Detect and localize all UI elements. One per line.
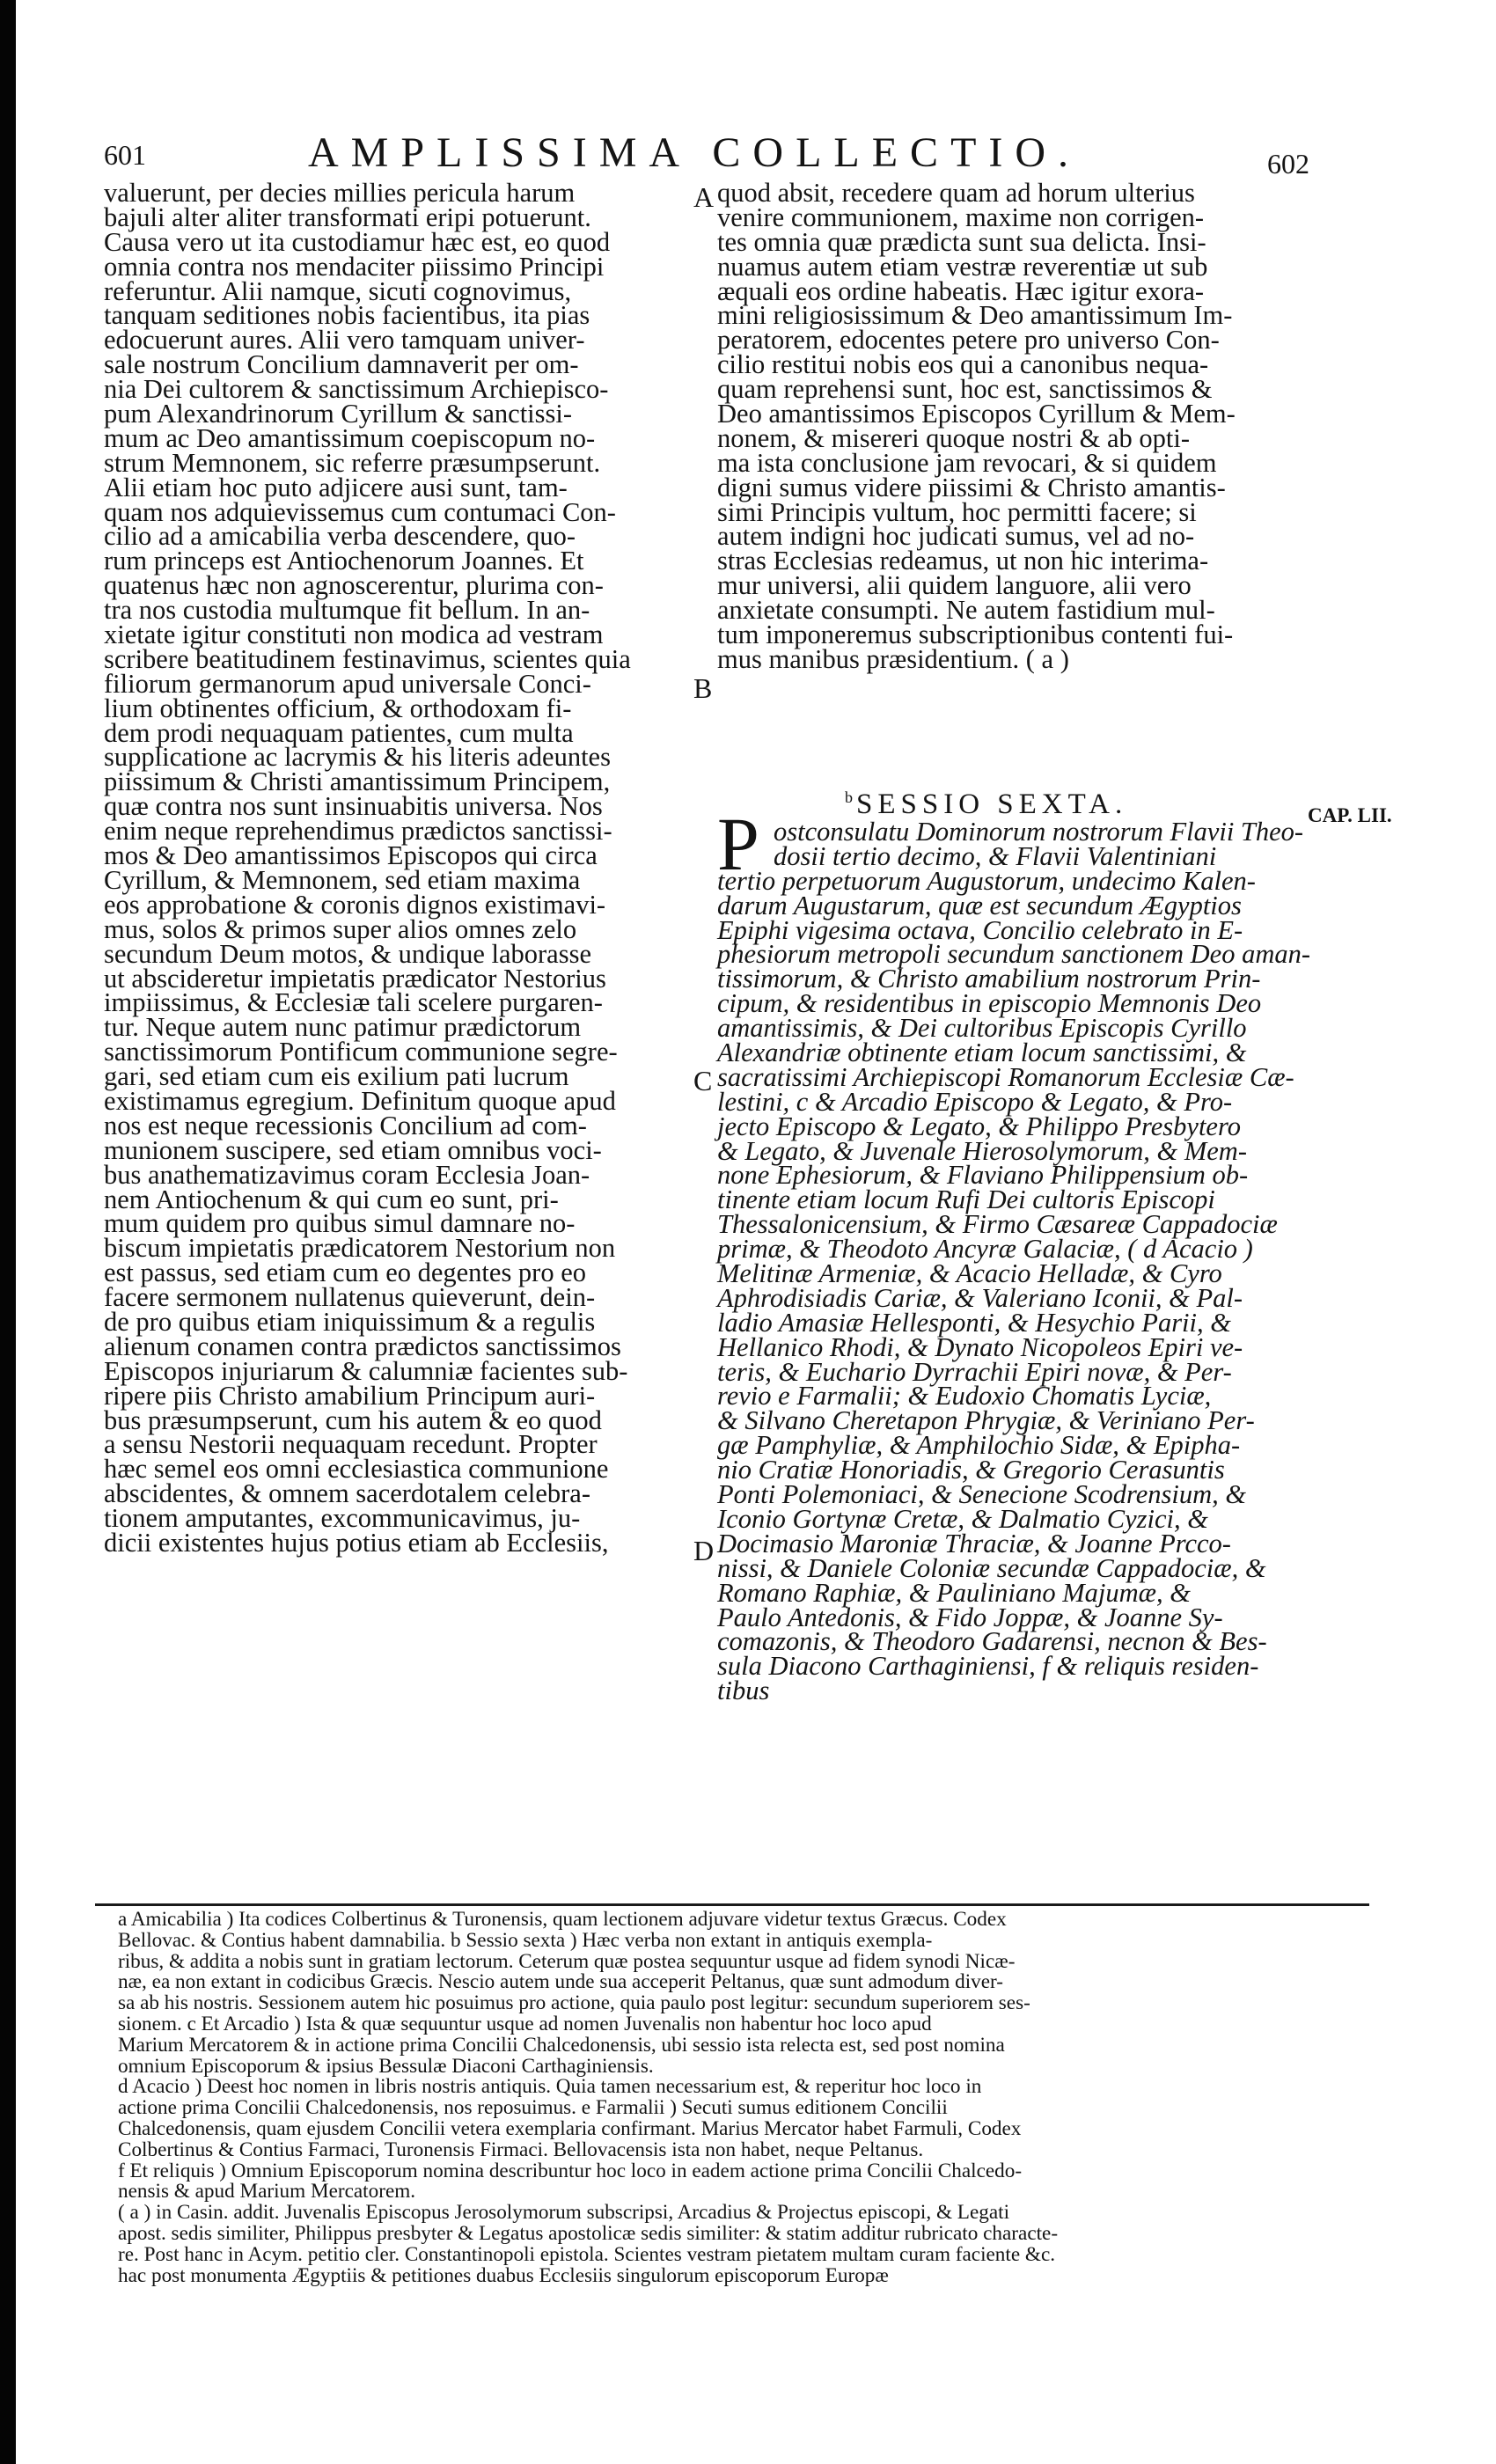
text-line: cilio ad a amicabilia verba descendere, quo-	[104, 521, 576, 552]
text-line: lestini, c & Arcadio Episcopo & Legato, & Pro-	[717, 1086, 1233, 1117]
text-line: Ponti Polemoniaci, & Senecione Scodrensium, &	[717, 1479, 1247, 1510]
text-line: tes omnia quæ prædicta sunt sua delicta. Insi-	[717, 226, 1206, 257]
footnote-line: f Et reliquis ) Omnium Episcoporum nomina describuntur hoc loco in eadem actione prima Concilii Chalcedo-	[118, 2159, 1023, 2182]
text-line: nuamus autem etiam vestræ reverentiæ ut sub	[717, 251, 1208, 282]
text-line: mos & Deo amantissimos Episcopos qui circa	[104, 840, 598, 871]
chapter-label: CAP. LII.	[1308, 804, 1392, 826]
page-number-left: 601	[104, 139, 146, 171]
right-column-session-text	[717, 817, 1311, 1706]
text-line: nio Cratiæ Honoriadis, & Gregorio Cerasuntis	[717, 1455, 1225, 1485]
text-line: quatenus hæc non agnoscerentur, plurima con-	[104, 570, 604, 601]
text-line: & Silvano Cheretapon Phrygiæ, & Veriniano Per-	[717, 1405, 1255, 1436]
text-line: strum Memnonem, sic referre præsumpserunt.	[104, 447, 601, 478]
text-line: mini religiosissimum & Deo amantissimum Im-	[717, 300, 1233, 331]
text-line: ma ista conclusione jam revocari, & si quidem	[717, 447, 1217, 478]
footnote-line: Chalcedonensis, quam ejusdem Concilii vetera exemplaria confirmant. Marius Mercator habet Farmuli, Codex	[118, 2116, 1022, 2140]
text-line: ladio Amasiæ Hellesponti, & Hesychio Parii, &	[717, 1307, 1231, 1338]
text-line: Causa vero ut ita custodiamur hæc est, eo quod	[104, 226, 611, 257]
footnote-line: omnium Episcoporum & ipsius Bessulæ Diaconi Carthaginiensis.	[118, 2054, 654, 2078]
left-column	[104, 178, 695, 1558]
text-line: mus, solos & primos super alios omnes zelo	[104, 913, 577, 944]
text-line: lium obtinentes officium, & orthodoxam fi-	[104, 693, 572, 723]
text-line: impiissimus, & Ecclesiæ tali scelere purgaren-	[104, 987, 603, 1018]
book-spine-shadow	[0, 0, 16, 2464]
text-line: autem indigni hoc judicati sumus, vel ad no-	[717, 521, 1195, 552]
text-line: xietate igitur constituti non modica ad vestram	[104, 620, 604, 650]
text-line: secundum Deum motos, & undique laborasse	[104, 938, 591, 969]
text-line: sale nostrum Concilium damnaverit per om-	[104, 349, 579, 380]
text-line: tum imponeremus subscriptionibus contenti fui-	[717, 620, 1234, 650]
text-line: tinente etiam locum Rufi Dei cultoris Episcopi	[717, 1184, 1215, 1215]
footnote-line: d Acacio ) Deest hoc nomen in libris nostris antiquis. Quia tamen necessarium est, & reperitur hoc loco in	[118, 2075, 982, 2099]
text-line: nia Dei cultorem & sanctissimum Archiepisco-	[104, 374, 609, 405]
margin-letter-c: C	[693, 1065, 713, 1096]
text-line: stras Ecclesias redeamus, ut non hic interima-	[717, 546, 1209, 576]
text-line: Hellanico Rhodi, & Dynato Nicopoleos Epiri ve-	[717, 1331, 1243, 1362]
text-line: sacratissimi Archiepiscopi Romanorum Ecclesiæ Cæ-	[717, 1061, 1294, 1092]
text-line: Deo amantissimos Episcopos Cyrillum & Mem-	[717, 399, 1236, 429]
text-line: Thessalonicensium, & Firmo Cæsareæ Cappadociæ	[717, 1209, 1278, 1240]
footnote-line: actione prima Concilii Chalcedonensis, nos reposuimus. e Farmalii ) Secuti sumus editionem Concilii	[118, 2096, 948, 2120]
page-number-right: 602	[1267, 148, 1309, 180]
text-line: tertio perpetuorum Augustorum, undecimo Kalen-	[717, 865, 1256, 896]
text-line: sula Diacono Carthaginiensi, f & reliquis residen-	[717, 1651, 1259, 1682]
text-line: pum Alexandrinorum Cyrillum & sanctissi-	[104, 399, 573, 429]
text-line: quod absit, recedere quam ad horum ulterius	[717, 178, 1195, 208]
footnote-line: Colbertinus & Contius Farmaci, Turonensis Firmaci. Bellovacensis ista non habet, neque Peltanus.	[118, 2138, 924, 2161]
text-line: alienum conamen contra prædictos sanctissimos	[104, 1331, 621, 1361]
footnote-line: apost. sedis similiter, Philippus presbyter & Legatus apostolicæ sedis similiter: & statim additur rubricato characte-	[118, 2221, 1059, 2245]
text-line: supplicatione ac lacrymis & his literis adeuntes	[104, 742, 611, 773]
text-line: tissimorum, & Christo amabilium nostrorum Prin-	[717, 964, 1261, 994]
text-line: Romano Raphiæ, & Pauliniano Majumæ, &	[717, 1577, 1191, 1608]
margin-letter-a: A	[693, 181, 715, 213]
text-line: dosii tertio decimo, & Flavii Valentiniani	[774, 840, 1217, 871]
text-line: æquali eos ordine habeatis. Hæc igitur exora-	[717, 275, 1205, 306]
footnote-line: sa ab his nostris. Sessionem autem hic posuimus pro actione, quia paulo post legitur: secundum superiorem ses-	[118, 1991, 1030, 2015]
text-line: cilio restitui nobis eos qui a canonibus nequa-	[717, 349, 1209, 380]
text-line: Docimasio Maroniæ Thraciæ, & Joanne Prcco-	[717, 1528, 1231, 1558]
text-line: cipum, & residentibus in episcopio Memnonis Deo	[717, 988, 1262, 1019]
footnote-line: hac post monumenta Ægyptiis & petitiones duabus Ecclesiis singulorum episcoporum Europæ	[118, 2263, 889, 2287]
text-line: scribere beatitudinem festinavimus, scientes quia	[104, 643, 631, 674]
text-line: quam reprehensi sunt, hoc est, sanctissimos &	[717, 374, 1213, 405]
drop-capital: P	[717, 802, 759, 886]
text-line: bus præsumpserunt, cum his autem & eo quod	[104, 1404, 602, 1435]
footnote-line: Bellovac. & Contius habent damnabilia. b Sessio sexta ) Hæc verba non extant in antiquis exempla-	[118, 1928, 933, 1952]
text-line: phesiorum metropoli secundum sanctionem Deo aman-	[717, 939, 1311, 970]
text-line: tionem amputantes, excommunicavimus, ju-	[104, 1503, 581, 1534]
running-header	[0, 0, 1496, 180]
text-line: Aphrodisiadis Cariæ, & Valeriano Iconii, & Pal-	[717, 1282, 1243, 1313]
text-line: Paulo Antedonis, & Fido Joppæ, & Joanne Sy-	[717, 1602, 1223, 1632]
text-line: hæc semel eos omni ecclesiastica communione	[104, 1454, 609, 1485]
text-line: enim neque reprehendimus prædictos sanctissi-	[104, 816, 612, 847]
text-line: de pro quibus etiam iniquissimum & a regulis	[104, 1306, 596, 1337]
text-line: none Ephesiorum, & Flaviano Philippensium ob-	[717, 1160, 1249, 1191]
text-line: mum ac Deo amantissimum coepiscopum no-	[104, 422, 596, 453]
text-line: bus anathematizavimus coram Ecclesia Joan-	[104, 1159, 590, 1190]
text-line: nissi, & Daniele Coloniæ secundæ Cappadociæ, &	[717, 1552, 1266, 1583]
text-line: gæ Pamphyliæ, & Amphilochio Sidæ, & Epipha-	[717, 1430, 1241, 1461]
margin-letter-d: D	[693, 1535, 715, 1566]
text-line: biscum impietatis prædicatorem Nestorium non	[104, 1233, 616, 1264]
text-line: Alexandriæ obtinente etiam locum sanctissimi, &	[717, 1038, 1247, 1068]
footnote-line: a Amicabilia ) Ita codices Colbertinus & Turonensis, quam lectionem adjuvare videtur textus Græcus. Codex	[118, 1908, 1007, 1931]
footnote-line: nensis & apud Marium Mercatorem.	[118, 2180, 416, 2204]
text-line: mur universi, alii quidem languore, alii vero	[717, 570, 1192, 601]
text-line: dicii existentes hujus potius etiam ab Ecclesiis,	[104, 1527, 609, 1558]
text-line: filiorum germanorum apud universale Conci-	[104, 668, 591, 699]
text-line: nem Antiochenum & qui cum eo sunt, pri-	[104, 1184, 559, 1214]
text-line: primæ, & Theodoto Ancyræ Galaciæ, ( d Acacio )	[717, 1234, 1253, 1265]
text-line: referuntur. Alii namque, sicuti cognovimus,	[104, 275, 572, 306]
text-line: tanquam seditiones nobis facientibus, ita pias	[104, 300, 590, 331]
text-line: piissimum & Christi amantissimum Principem,	[104, 766, 611, 797]
text-line: dem prodi nequaquam patientes, cum multa	[104, 717, 574, 748]
text-line: anxietate consumpti. Ne autem fastidium mul-	[717, 595, 1215, 626]
footnote-line: næ, ea non extant in codicibus Græcis. Nescio autem unde sua acceperit Peltanus, quæ sunt admodum diver-	[118, 1970, 1004, 1994]
footnote-line: sionem. c Et Arcadio ) Ista & quæ sequuntur usque ad nomen Juvenalis non habentur hoc loco apud	[118, 2012, 932, 2035]
text-line: gari, sed etiam cum eis exilium pati lucrum	[104, 1061, 569, 1092]
text-line: eos approbatione & coronis dignos existimavi-	[104, 889, 606, 920]
text-line: Alii etiam hoc puto adjicere ausi sunt, tam-	[104, 472, 568, 502]
text-line: darum Augustarum, quæ est secundum Ægyptios	[717, 890, 1242, 920]
text-line: nos est neque recessionis Concilium ad com-	[104, 1110, 587, 1140]
text-line: Episcopos injuriarum & calumniæ facientes sub-	[104, 1355, 628, 1386]
text-line: mum quidem pro quibus simul damnare no-	[104, 1208, 576, 1239]
text-line: tur. Neque autem nunc patimur prædictorum	[104, 1012, 582, 1043]
text-line: ripere piis Christo amabilium Principum auri-	[104, 1380, 596, 1411]
text-line: & Legato, & Juvenale Hierosolymorum, & Mem-	[717, 1135, 1247, 1166]
text-line: Epiphi vigesima octava, Concilio celebrato in E-	[717, 914, 1243, 945]
text-line: rum princeps est Antiochenorum Joannes. Et	[104, 546, 584, 576]
text-line: bajuli alter aliter transformati eripi potuerunt.	[104, 202, 591, 232]
text-line: peratorem, edocentes petere pro universo Con-	[717, 325, 1220, 356]
text-line: edocuerunt aures. Alii vero tamquam univer-	[104, 325, 585, 356]
text-line: abscidentes, & omnem sacerdotalem celebra-	[104, 1478, 590, 1509]
text-line: digni sumus videre piissimi & Christo amantis-	[717, 472, 1226, 502]
text-line: sanctissimorum Pontificum communione segre-	[104, 1037, 618, 1067]
text-line: valuerunt, per decies millies pericula harum	[104, 178, 576, 208]
text-line: simi Principis vultum, hoc permitti facere; si	[717, 496, 1197, 527]
running-title: AMPLISSIMA COLLECTIO.	[308, 129, 1082, 176]
text-line: nonem, & misereri quoque nostri & ab opti-	[717, 422, 1191, 453]
margin-letter-b: B	[693, 672, 713, 704]
session-footnote-mark: b	[845, 788, 853, 806]
text-line: revio e Farmalii; & Eudoxio Chomatis Lyciæ,	[717, 1381, 1212, 1412]
text-line: ut abscideretur impietatis prædicator Nestorius	[104, 963, 606, 994]
right-column-top	[717, 178, 1270, 674]
text-line: venire communionem, maxime non corrigen-	[717, 202, 1205, 232]
text-line: facere sermonem nullatenus quieverunt, dein-	[104, 1282, 596, 1313]
text-line: a sensu Nestorii nequaquam recedunt. Propter	[104, 1429, 598, 1460]
text-line: quam nos adquievissemus cum contumaci Con-	[104, 496, 616, 527]
footnotes	[118, 1910, 1368, 2286]
footnote-line: ribus, & addita a nobis sunt in gratiam lectorum. Ceterum quæ postea sequuntur usque ad fidem synodi Nicæ-	[118, 1949, 1016, 1973]
text-line: Melitinæ Armeniæ, & Acacio Helladæ, & Cyro	[717, 1258, 1222, 1289]
text-line: Iconio Gortynæ Cretæ, & Dalmatio Cyzici, &	[717, 1503, 1209, 1534]
text-line: tra nos custodia multumque fit bellum. In an-	[104, 595, 590, 626]
text-line: tibus	[717, 1676, 770, 1706]
text-line: omnia contra nos mendaciter piissimo Principi	[104, 251, 605, 282]
footnote-line: re. Post hanc in Acym. petitio cler. Constantinopoli epistola. Scientes vestram pietatem multam curam faciente &c.	[118, 2242, 1056, 2266]
text-line: quæ contra nos sunt insinuabitis universa. Nos	[104, 791, 603, 822]
text-line: jecto Episcopo & Legato, & Philippo Presbytero	[717, 1111, 1241, 1141]
text-line: ostconsulatu Dominorum nostrorum Flavii Theo-	[774, 817, 1304, 847]
footnote-line: ( a ) in Casin. addit. Juvenalis Episcopus Jerosolymorum subscripsi, Arcadius & Projectus episcopi, & Legati	[118, 2201, 1010, 2225]
footnote-separator-rule	[95, 1903, 1369, 1906]
session-title: SESSIO SEXTA.	[856, 788, 1128, 820]
text-line: est passus, sed etiam cum eo degentes pro eo	[104, 1258, 587, 1288]
text-line: amantissimis, & Dei cultoribus Episcopis Cyrillo	[717, 1013, 1247, 1044]
footnote-line: Marium Mercatorem & in actione prima Concilii Chalcedonensis, ubi sessio ista relecta est, sed post nomina	[118, 2033, 1005, 2057]
text-line: teris, & Euchario Dyrrachii Epiri novæ, & Per-	[717, 1356, 1232, 1387]
text-line: munionem suscipere, sed etiam omnibus voci-	[104, 1134, 602, 1165]
text-line: mus manibus præsidentium. ( a )	[717, 643, 1069, 674]
text-line: comazonis, & Theodoro Gadarensi, necnon & Bes-	[717, 1626, 1267, 1657]
text-line: existimamus egregium. Definitum quoque apud	[104, 1085, 616, 1116]
text-line: Cyrillum, & Memnonem, sed etiam maxima	[104, 864, 581, 895]
